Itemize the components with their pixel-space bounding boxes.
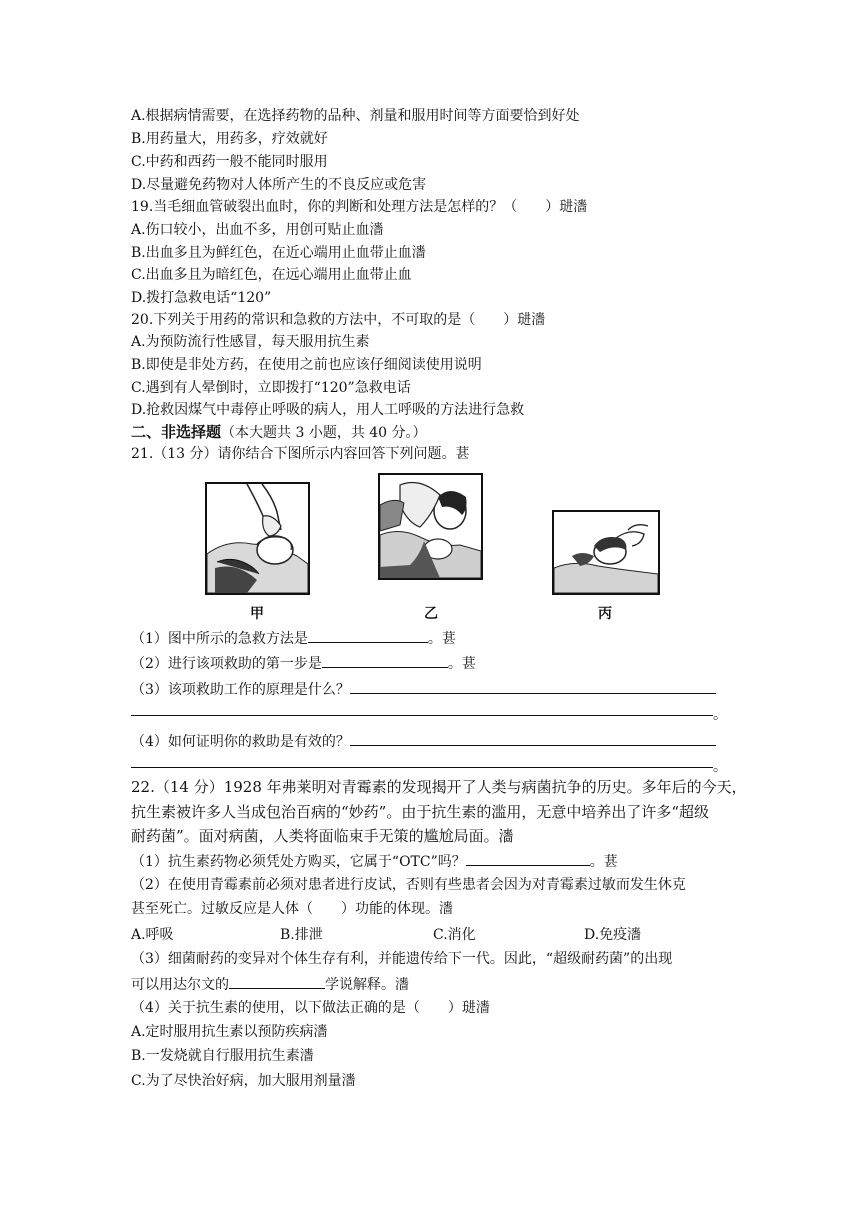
q19-option-b: B.出血多且为鲜红色，在近心端用止血带止血瀒 (131, 245, 426, 261)
q22-intro-line-3: 耐药菌”。面对病菌，人类将面临束手无策的尴尬局面。瀒 (131, 827, 514, 845)
section-note: （本大题共 3 小题，共 40 分。） (221, 425, 427, 441)
answer-blank[interactable] (350, 730, 716, 746)
figure-label-bing: 丙 (598, 606, 612, 622)
rescue-illustration-yi (380, 475, 481, 578)
q18-option-d: D.尽量避免药物对人体所产生的不良反应或危害 (131, 177, 427, 193)
q21-stem: 21.（13 分）请你结合下图所示内容回答下列问题。葚 (131, 446, 470, 462)
q22-intro-line-2: 抗生素被许多人当成包治百病的“妙药”。由于抗生素的滥用，无意中培养出了许多“超级 (131, 803, 710, 821)
q21-sub1-suffix: 。葚 (427, 631, 456, 647)
q19-option-c: C.出血多且为暗红色，在远心端用止血带止血 (131, 267, 412, 283)
q22-sub2-line-2: 甚至死亡。过敏反应是人体（ ）功能的体现。瀒 (131, 901, 453, 917)
q22-sub2-option-c: C.消化 (433, 927, 476, 943)
answer-line[interactable] (131, 767, 713, 768)
answer-blank[interactable] (466, 850, 590, 866)
q22-sub1-suffix: 。葚 (589, 854, 618, 870)
q18-option-a: A.根据病情需要，在选择药物的品种、剂量和服用时间等方面要恰到好处 (131, 108, 580, 124)
q18-option-b: B.用药量大，用药多，疗效就好 (131, 131, 328, 147)
q22-sub4-option-a: A.定时服用抗生素以预防疾病瀒 (131, 1024, 328, 1040)
q21-sub4-prefix: （4）如何证明你的救助是有效的？ (131, 734, 350, 750)
q20-stem: 20.下列关于用药的常识和急救的方法中，不可取的是（ ）琎瀒 (131, 312, 546, 328)
rescue-illustration-jia (207, 484, 308, 593)
q22-sub3-suffix: 学说解释。瀒 (325, 977, 409, 993)
q20-option-a: A.为预防流行性感冒，每天服用抗生素 (131, 334, 370, 350)
q21-sub3-prefix: （3）该项救助工作的原理是什么？ (131, 682, 350, 698)
rescue-illustration-bing (554, 512, 658, 593)
figure-label-yi: 乙 (424, 606, 438, 622)
q21-sub2-suffix: 。葚 (447, 656, 476, 672)
q22-sub2-option-d: D.免疫瀒 (584, 927, 642, 943)
q22-intro-line-1: 22.（14 分）1928 年弗莱明对青霉素的发现揭开了人类与病菌抗争的历史。多年后的今天， (131, 778, 747, 796)
q21-sub4-suffix: 。 (713, 759, 727, 775)
q21-sub3 (131, 678, 716, 700)
answer-blank[interactable] (308, 627, 428, 643)
q21-sub4 (131, 730, 716, 752)
q20-option-c: C.遇到有人晕倒时，立即拨打“120”急救电话 (131, 380, 411, 396)
figure-label-jia: 甲 (250, 606, 264, 622)
q19-stem: 19.当毛细血管破裂出血时，你的判断和处理方法是怎样的？（ ）琎瀒 (131, 199, 588, 215)
q18-option-c: C.中药和西药一般不能同时服用 (131, 154, 328, 170)
answer-blank[interactable] (229, 973, 325, 989)
figure-bing (552, 510, 660, 595)
q22-sub1 (131, 850, 618, 872)
figure-yi (378, 473, 483, 580)
q22-sub3-line-2 (131, 973, 409, 995)
q21-sub3-suffix: 。 (713, 707, 727, 723)
q22-sub4-option-b: B.一发烧就自行服用抗生素瀒 (131, 1048, 314, 1064)
q22-sub4-option-c: C.为了尽快治好病，加大服用剂量瀒 (131, 1073, 356, 1089)
q21-sub2-prefix: （2）进行该项救助的第一步是 (131, 656, 322, 672)
q22-sub3-prefix: 可以用达尔文的 (131, 977, 229, 993)
q20-option-d: D.抢救因煤气中毒停止呼吸的病人，用人工呼吸的方法进行急救 (131, 402, 525, 418)
answer-blank[interactable] (322, 652, 448, 668)
q22-sub4-stem: （4）关于抗生素的使用，以下做法正确的是（ ）琎瀒 (131, 1000, 490, 1016)
q21-sub2 (131, 652, 476, 674)
section-title: 二、非选择题 (131, 423, 222, 441)
answer-line[interactable] (131, 715, 713, 716)
q21-sub1-prefix: （1）图中所示的急救方法是 (131, 631, 308, 647)
q19-option-a: A.伤口较小，出血不多，用创可贴止血瀒 (131, 222, 384, 238)
q22-sub1-prefix: （1）抗生素药物必须凭处方购买，它属于“OTC”吗？ (131, 854, 466, 870)
q20-option-b: B.即使是非处方药，在使用之前也应该仔细阅读使用说明 (131, 357, 482, 373)
figure-jia (205, 482, 310, 595)
q22-sub2-option-b: B.排泄 (280, 927, 323, 943)
q19-option-d: D.拨打急救电话“120” (131, 290, 272, 306)
q22-sub2-line-1: （2）在使用青霉素前必须对患者进行皮试，否则有些患者会因为对青霉素过敏而发生休克 (131, 877, 686, 893)
q22-sub2-option-a: A.呼吸 (131, 927, 174, 943)
q22-sub3-line-1: （3）细菌耐药的变异对个体生存有利，并能遗传给下一代。因此，“超级耐药菌”的出现 (131, 951, 673, 967)
q21-sub1 (131, 627, 456, 649)
section-heading (131, 422, 427, 443)
answer-blank[interactable] (350, 678, 716, 694)
